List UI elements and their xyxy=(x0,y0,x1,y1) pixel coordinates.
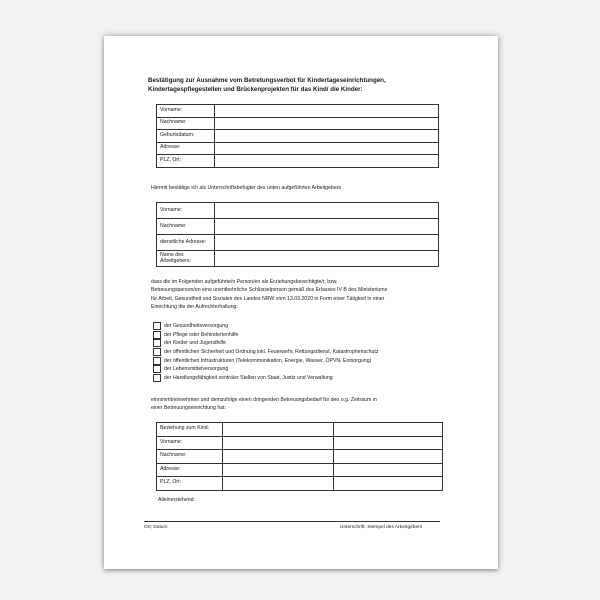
employer-lastname-field[interactable] xyxy=(215,219,439,235)
paragraph-line: einer Betreuungseinrichtung hat: xyxy=(151,405,226,412)
table-row xyxy=(157,117,439,130)
table-row xyxy=(157,235,439,251)
single-parent-label: Alleinerziehend: xyxy=(158,497,195,503)
field-label: Vorname: xyxy=(157,436,223,450)
list-item xyxy=(153,365,378,374)
paragraph-line: dass die im Folgenden aufgeführte/n Person/en als Erziehungsberechtigte/r, bzw. xyxy=(151,279,338,285)
checkbox-label: der Gesundheitsversorgung xyxy=(164,323,229,330)
person2-address-field[interactable] xyxy=(334,463,443,477)
child-firstname-field[interactable] xyxy=(215,105,439,118)
employer-firstname-field[interactable] xyxy=(215,203,439,219)
field-label: Name des Arbeitgebers: xyxy=(157,251,215,267)
checkbox-label: der öffentlichen Infrastrukturen (Telekommunikation, Energie, Wasser, ÖPVN, Entsorgung) xyxy=(164,357,372,364)
person1-postal-city-field[interactable] xyxy=(223,477,334,491)
table-row xyxy=(157,203,439,219)
employer-name-field[interactable] xyxy=(215,251,439,267)
person2-postal-city-field[interactable] xyxy=(334,477,443,491)
field-label: Adresse: xyxy=(157,142,215,155)
person1-address-field[interactable] xyxy=(223,463,334,477)
table-row xyxy=(157,251,439,267)
paragraph-line: Betreuungsperson/en eine unentbehrliche Schlüsselperson gemäß des Erlasses IV B des Ministeriums xyxy=(151,287,388,294)
paragraph-line: für Arbeit, Gesundheit und Soziales des Landes NRW vom 13.03.2020 in Form einer Tätigkeit in einer xyxy=(151,295,385,302)
checkbox-health[interactable] xyxy=(153,322,161,330)
checkbox-label: der Kinder und Jugendhilfe xyxy=(164,340,227,347)
paragraph-line: Einrichtung die der Aufrechterhaltung: xyxy=(151,304,238,311)
table-row xyxy=(157,477,443,491)
field-label: Nachname: xyxy=(157,450,223,464)
title-line-1: Bestätigung zur Ausnahme vom Betretungsverbot für Kindertageseinrichtungen, xyxy=(148,77,386,84)
document-page xyxy=(104,36,498,569)
employer-info-table xyxy=(156,202,439,267)
care-need-paragraph xyxy=(151,396,377,413)
checkbox-security[interactable] xyxy=(153,348,161,356)
field-label: PLZ, Ort: xyxy=(157,155,215,168)
signature-line xyxy=(144,521,440,522)
table-row xyxy=(157,219,439,235)
child-info-table xyxy=(156,104,439,168)
person1-firstname-field[interactable] xyxy=(223,436,334,450)
title-line-2: Kindertagespflegestellen und Brückenprojekten für das Kind/ die Kinder: xyxy=(148,86,363,93)
place-date-label: Ort; Datum xyxy=(144,525,168,530)
checkbox-infrastructure[interactable] xyxy=(153,357,161,365)
checkbox-food[interactable] xyxy=(153,365,161,373)
checkbox-label: der Pflege oder Behindertenhilfe xyxy=(164,331,239,338)
field-label: Adresse: xyxy=(157,463,223,477)
table-row xyxy=(157,142,439,155)
checkbox-label: der öffentlichen Sicherheit und Ordnung inkl. Feuerwehr, Rettungsdienst, Katastrophenschutz xyxy=(164,349,379,356)
table-row xyxy=(157,423,443,437)
table-row xyxy=(157,130,439,143)
table-row xyxy=(157,450,443,464)
list-item xyxy=(153,331,378,340)
document-title xyxy=(148,76,478,94)
child-postal-city-field[interactable] xyxy=(215,155,439,168)
sector-checkbox-list xyxy=(153,322,378,382)
employer-address-field[interactable] xyxy=(215,235,439,251)
field-label: Nachname: xyxy=(157,219,215,235)
list-item xyxy=(153,356,378,365)
table-row xyxy=(157,436,443,450)
person1-lastname-field[interactable] xyxy=(223,450,334,464)
table-row xyxy=(157,463,443,477)
checkbox-care[interactable] xyxy=(153,331,161,339)
table-row xyxy=(157,105,439,118)
child-lastname-field[interactable] xyxy=(215,117,439,130)
person2-firstname-field[interactable] xyxy=(334,436,443,450)
field-label: dienstliche Adresse: xyxy=(157,235,215,251)
list-item xyxy=(153,339,378,348)
field-label: Vorname: xyxy=(157,105,215,118)
list-item xyxy=(153,322,378,331)
person1-relation-field[interactable] xyxy=(223,423,334,437)
child-birthdate-field[interactable] xyxy=(215,130,439,143)
guardian-info-table xyxy=(156,422,443,491)
confirmation-sentence: Hiermit bestätige ich als Unterschriftsbefugter des unten aufgeführten Arbeitgebers xyxy=(151,185,342,191)
paragraph-line: einnimmt/einnehmen und demzufolge einen dringenden Betreuungsbedarf für den o.g. Zeitraum in xyxy=(151,397,377,403)
field-label: Geburtsdatum: xyxy=(157,130,215,143)
field-label: Vorname: xyxy=(157,203,215,219)
person2-relation-field[interactable] xyxy=(334,423,443,437)
person2-lastname-field[interactable] xyxy=(334,450,443,464)
list-item xyxy=(153,348,378,357)
field-label: Beziehung zum Kind: xyxy=(157,423,223,437)
field-label: PLZ, Ort: xyxy=(157,477,223,491)
key-person-paragraph xyxy=(151,278,387,312)
child-address-field[interactable] xyxy=(215,142,439,155)
list-item xyxy=(153,374,378,383)
checkbox-state-functions[interactable] xyxy=(153,374,161,382)
checkbox-label: der Handlungsfähigkeit zentraler Stellen von Staat, Justiz und Verwaltung xyxy=(164,374,333,381)
checkbox-label: der Lebensmittelversorgung xyxy=(164,366,229,373)
checkbox-youth[interactable] xyxy=(153,339,161,347)
employer-signature-label: Unterschrift, Stempel des Arbeitgebers xyxy=(340,525,423,530)
table-row xyxy=(157,155,439,168)
field-label: Nachname: xyxy=(157,117,215,130)
